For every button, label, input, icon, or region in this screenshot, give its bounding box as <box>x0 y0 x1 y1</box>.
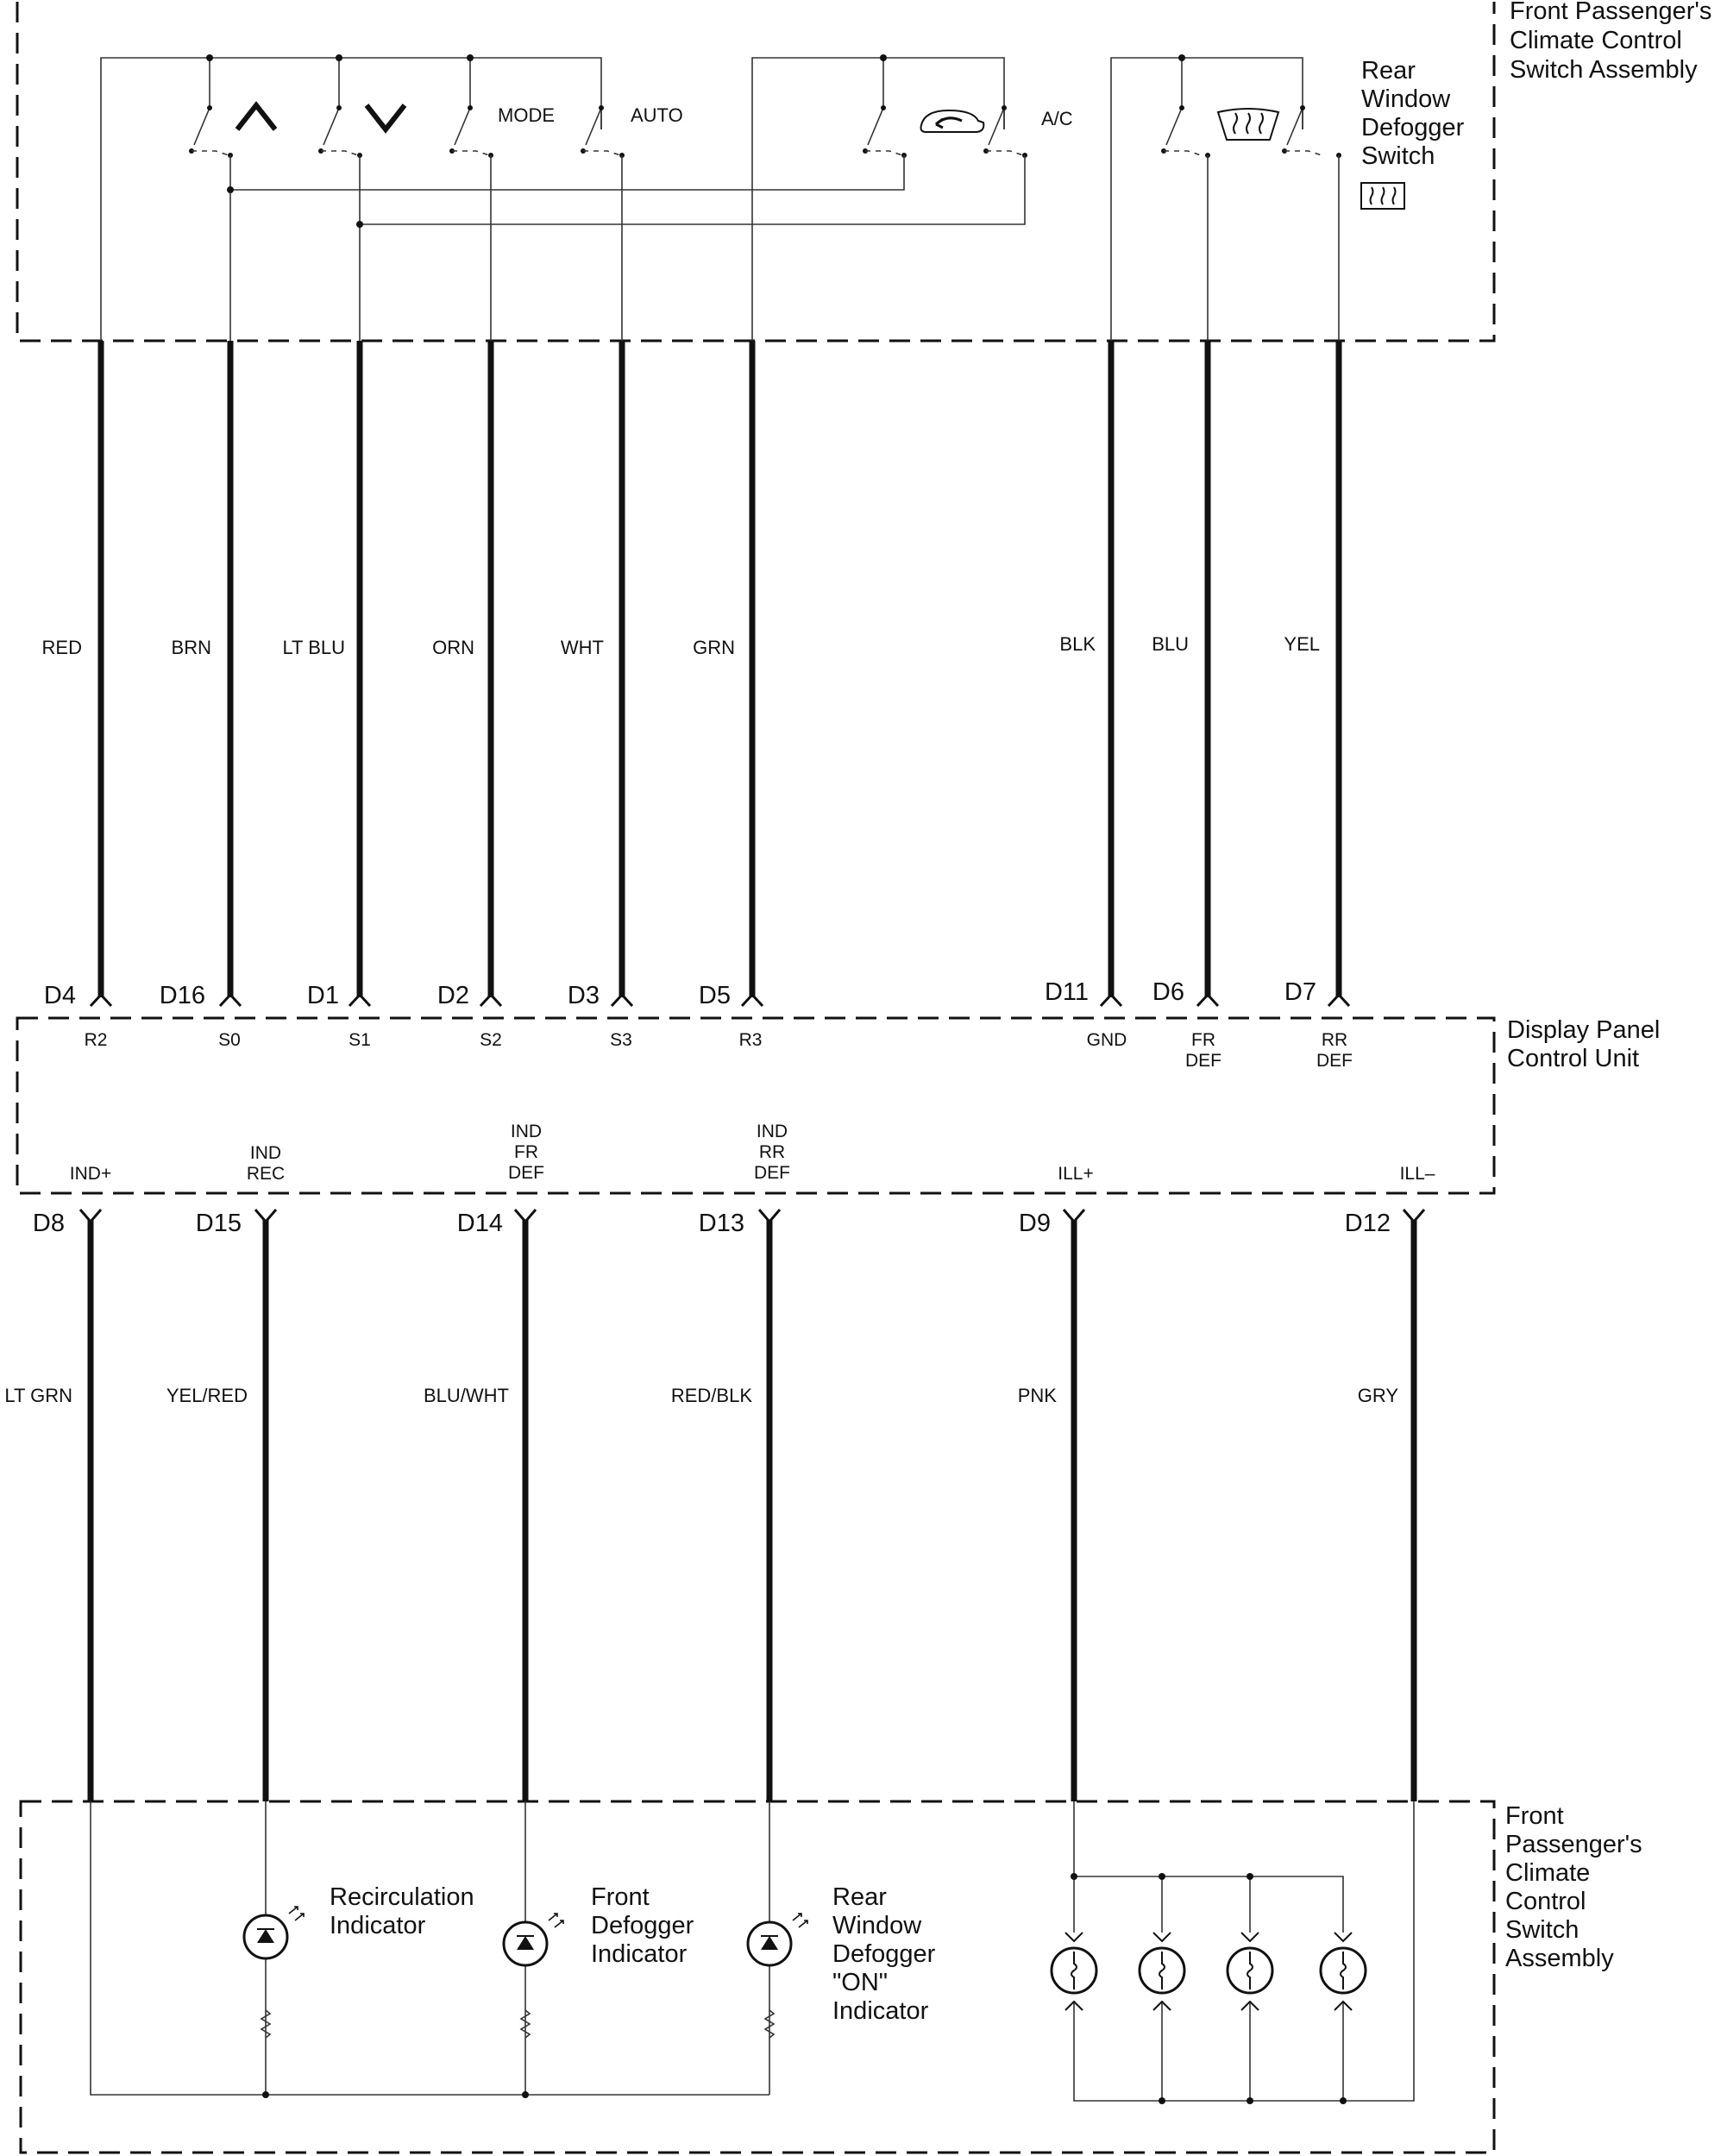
top-assembly-title-line-3: Switch Assembly <box>1510 56 1698 84</box>
illumination-bulb-icon <box>1140 1933 1184 2010</box>
rear-defogger-indicator-label-line-4: "ON" <box>832 1969 889 1996</box>
connector-pin-label: D2 <box>436 982 469 1009</box>
bottom-assembly-title-line-3: Climate <box>1505 1859 1591 1887</box>
display-panel-title-line-1: Display Panel <box>1507 1016 1661 1044</box>
switch-contacts <box>189 54 1341 158</box>
wire-color-label: GRN <box>693 637 735 658</box>
terminal-label: S2 <box>480 1030 502 1050</box>
bottom-assembly-title-line-2: Passenger's <box>1505 1831 1642 1858</box>
connector-pin-label: D8 <box>32 1210 65 1237</box>
connector-pin-label: D12 <box>1344 1210 1391 1237</box>
terminal-label: ILL– <box>1399 1164 1435 1184</box>
connector-pin-label: D11 <box>1044 978 1089 1006</box>
illumination-bulb-icon <box>1052 1933 1096 2010</box>
terminal-label: IND <box>756 1122 788 1141</box>
switch-encoding-bus <box>227 155 1339 341</box>
terminal-label: FR <box>514 1142 538 1162</box>
rear-defogger-label-line-4: Switch <box>1361 142 1435 170</box>
rear-defrost-icon <box>1361 183 1404 209</box>
front-defrost-icon <box>1218 109 1278 140</box>
terminal-label: IND+ <box>69 1164 112 1184</box>
wire-color-label: BLU/WHT <box>424 1385 509 1406</box>
terminal-label: S1 <box>349 1030 371 1050</box>
terminal-label: RR <box>1321 1030 1348 1050</box>
up-arrow-icon <box>237 105 275 129</box>
top-switch-assembly <box>17 0 1711 341</box>
display-panel-control-unit <box>17 1016 1660 1193</box>
connector-pin-label: D5 <box>698 982 731 1009</box>
top-assembly-title-line-2: Climate Control <box>1510 27 1682 54</box>
terminal-label: S3 <box>610 1030 632 1050</box>
wire-color-label: PNK <box>1017 1385 1057 1406</box>
upper-wire-harness <box>42 341 1349 1009</box>
terminal-label: DEF <box>508 1163 544 1183</box>
connector-pin-label: D6 <box>1152 978 1184 1006</box>
connector-pin-label: D16 <box>159 982 205 1009</box>
bottom-assembly-title-line-1: Front <box>1505 1802 1564 1830</box>
bottom-assembly-title-line-4: Control <box>1505 1888 1586 1915</box>
display-panel-title-line-2: Control Unit <box>1507 1045 1640 1072</box>
ac-switch-label: A/C <box>1041 108 1073 129</box>
bottom-assembly-title-line-5: Switch <box>1505 1916 1579 1944</box>
wire-color-label: YEL/RED <box>166 1385 248 1406</box>
wire-color-label: BLU <box>1152 633 1189 655</box>
connector-pin-label: D13 <box>698 1210 744 1237</box>
wire-color-label: BLK <box>1059 633 1096 655</box>
connector-pin-label: D4 <box>43 982 76 1009</box>
terminal-label: ILL+ <box>1058 1164 1094 1184</box>
terminal-label: GND <box>1086 1030 1127 1050</box>
wire-color-label: WHT <box>560 637 604 658</box>
wire-color-label: RED <box>41 637 82 658</box>
recirculation-indicator-label-line-1: Recirculation <box>330 1883 474 1911</box>
rear-defogger-label-line-2: Window <box>1361 85 1451 113</box>
wire-color-label: YEL <box>1284 633 1320 655</box>
rear-defogger-label-line-1: Rear <box>1361 57 1416 85</box>
top-assembly-title-line-1: Front Passenger's <box>1510 0 1712 25</box>
bottom-assembly-title-line-6: Assembly <box>1505 1945 1614 1972</box>
rear-defogger-indicator-label-line-3: Defogger <box>832 1940 936 1968</box>
recirculation-indicator-label-line-2: Indicator <box>330 1912 426 1939</box>
auto-switch-label: AUTO <box>631 104 683 126</box>
rear-defogger-indicator-label-line-5: Indicator <box>832 1997 929 2025</box>
front-defogger-indicator-led-icon <box>504 1914 563 1965</box>
connector-pin-label: D7 <box>1284 978 1316 1006</box>
front-defogger-indicator-label-line-1: Front <box>591 1883 650 1911</box>
wire-color-label: GRY <box>1357 1385 1398 1406</box>
wire-color-label: LT BLU <box>282 637 345 658</box>
terminal-label: IND <box>249 1143 282 1163</box>
bottom-assembly-border <box>21 1801 1494 2153</box>
terminal-label: DEF <box>1316 1051 1353 1071</box>
connector-pin-label: D3 <box>567 982 600 1009</box>
terminal-label: IND <box>510 1122 543 1141</box>
illumination-bulb-icon <box>1321 1933 1366 2010</box>
rear-defogger-indicator-label-line-2: Window <box>832 1912 922 1939</box>
wire-color-label: RED/BLK <box>670 1385 752 1406</box>
mode-switch-label: MODE <box>498 104 555 126</box>
r3-common-bus <box>752 58 1004 341</box>
rear-defogger-indicator-label-line-1: Rear <box>832 1883 887 1911</box>
recirculation-indicator-led-icon <box>244 1907 304 1958</box>
wire-color-label: ORN <box>432 637 474 658</box>
illumination-bulb-icon <box>1228 1933 1272 2010</box>
wire-color-label: LT GRN <box>4 1385 72 1406</box>
top-assembly-border <box>17 2 1494 341</box>
terminal-label: RR <box>758 1142 786 1162</box>
connector-pin-label: D14 <box>456 1210 503 1237</box>
recirculation-icon <box>921 110 984 132</box>
rear-defogger-label-line-3: Defogger <box>1361 114 1465 141</box>
rear-window-defogger-indicator-led-icon <box>748 1914 807 1965</box>
terminal-label: DEF <box>1185 1051 1221 1071</box>
lower-wire-harness <box>4 1210 1424 1801</box>
terminal-label: S0 <box>218 1030 241 1050</box>
terminal-label: FR <box>1191 1030 1215 1050</box>
r2-common-bus <box>101 58 601 341</box>
connector-pin-label: D1 <box>306 982 339 1009</box>
terminal-label: R2 <box>84 1030 108 1050</box>
bottom-switch-assembly <box>21 1801 1642 2153</box>
connector-pin-label: D15 <box>195 1210 242 1237</box>
terminal-label: REC <box>246 1164 286 1184</box>
front-defogger-indicator-label-line-2: Defogger <box>591 1912 694 1939</box>
connector-pin-label: D9 <box>1018 1210 1051 1237</box>
down-arrow-icon <box>367 105 405 129</box>
front-defogger-indicator-label-line-3: Indicator <box>591 1940 688 1968</box>
terminal-label: DEF <box>754 1163 790 1183</box>
gnd-common-bus <box>1111 58 1303 341</box>
wire-color-label: BRN <box>171 637 211 658</box>
terminal-label: R3 <box>738 1030 763 1050</box>
